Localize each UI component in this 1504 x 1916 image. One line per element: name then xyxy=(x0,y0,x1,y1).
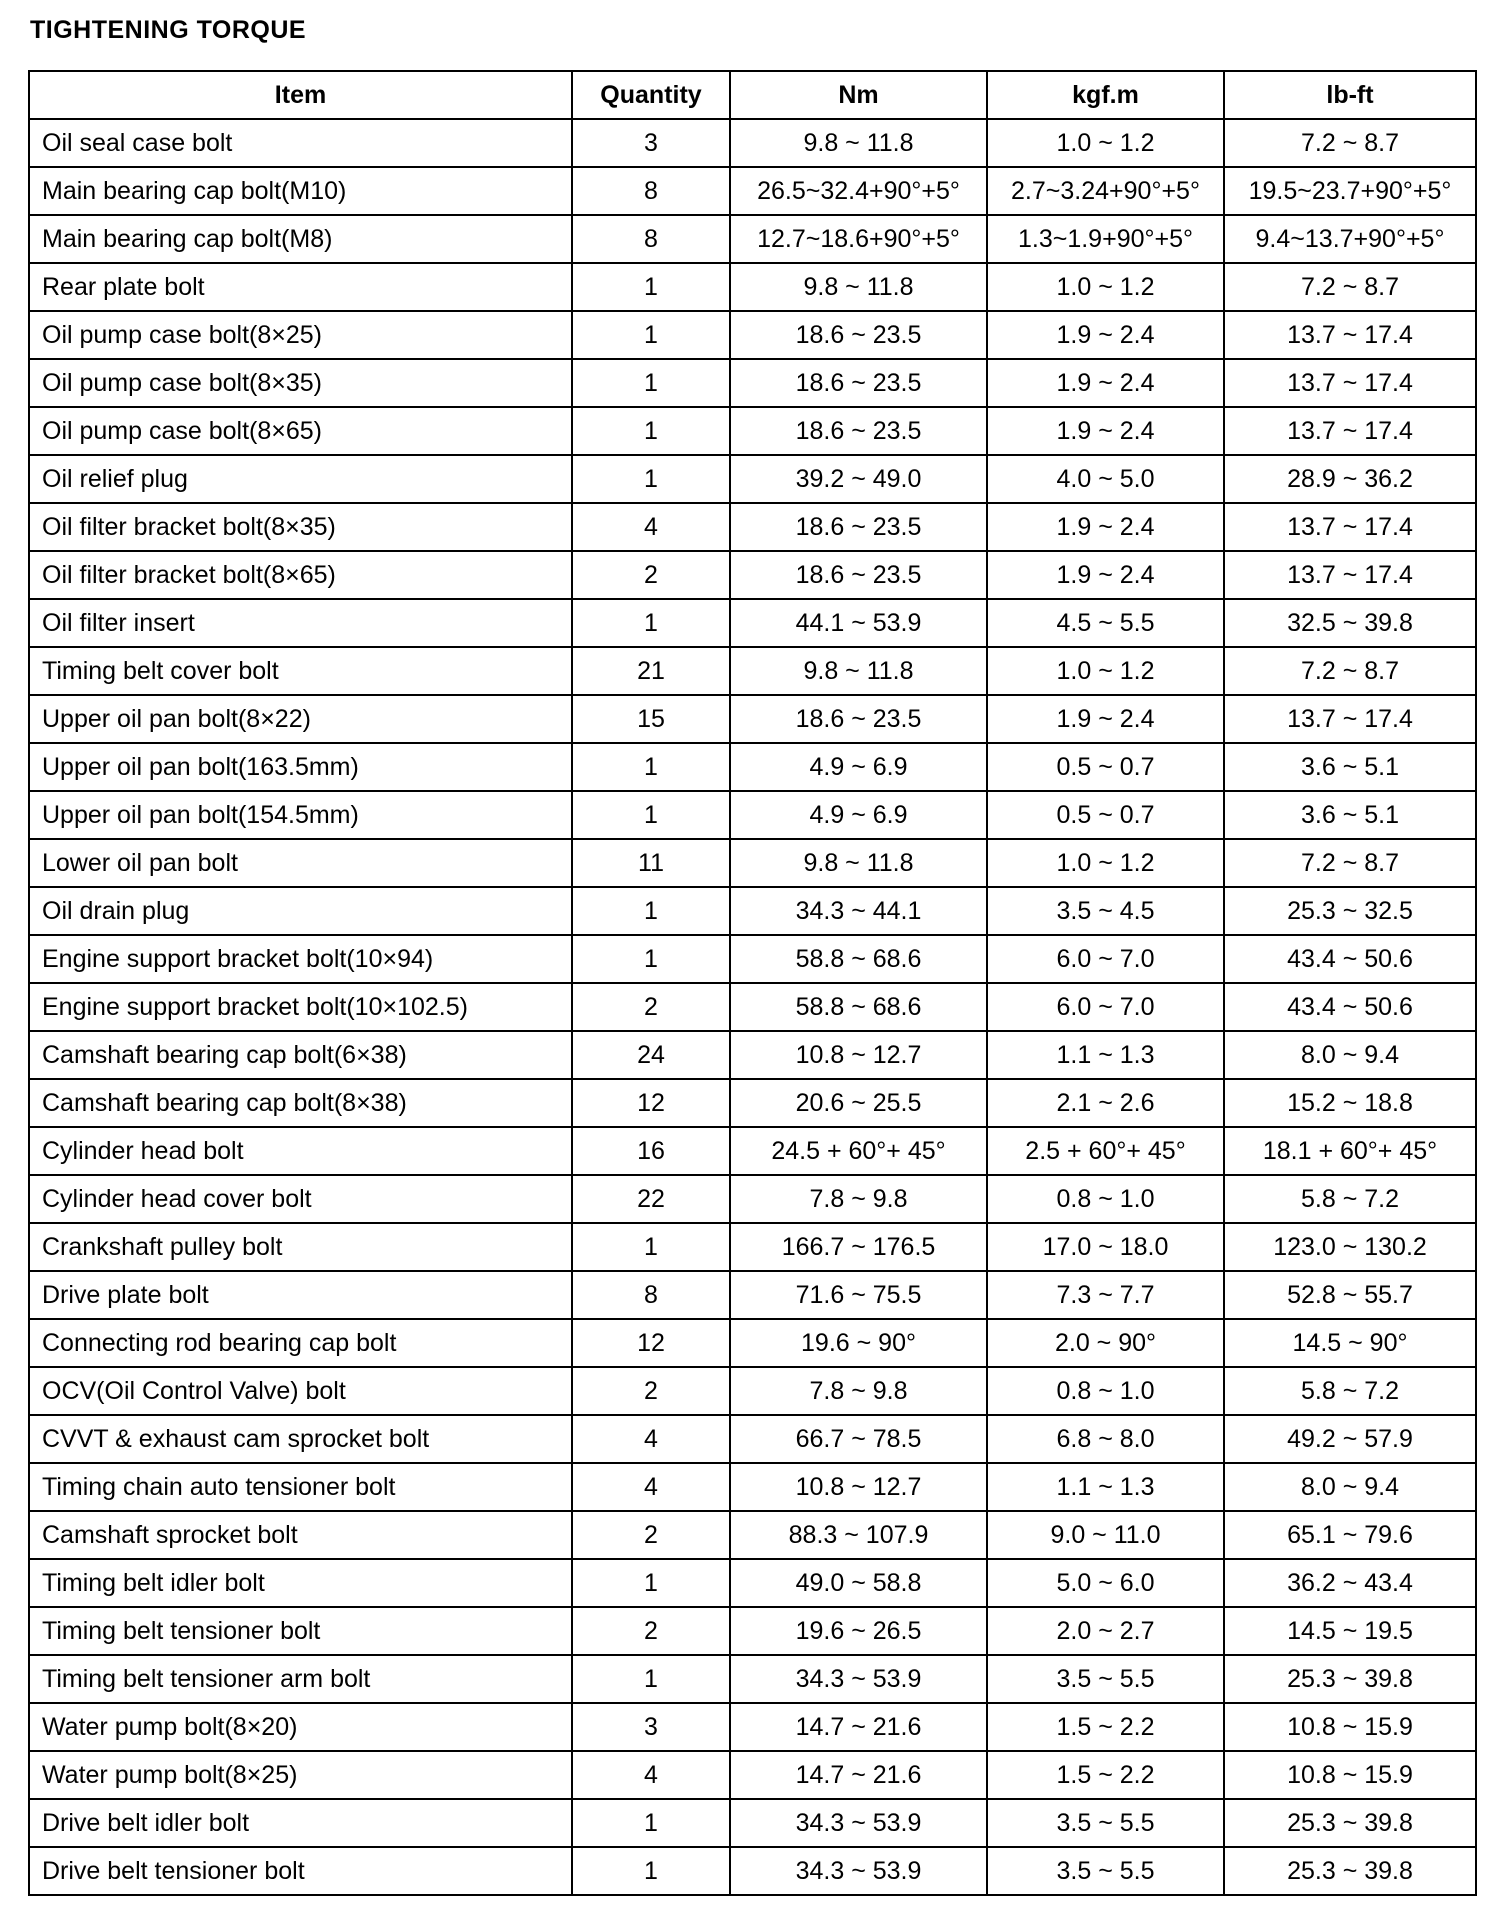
table-row xyxy=(29,791,1476,839)
cell-item: Engine support bracket bolt(10×94) xyxy=(29,935,572,983)
cell-kgfm: 7.3 ~ 7.7 xyxy=(987,1271,1224,1319)
table-row xyxy=(29,407,1476,455)
cell-quantity: 1 xyxy=(572,455,730,503)
cell-lbft: 18.1 + 60°+ 45° xyxy=(1224,1127,1476,1175)
cell-item: Oil pump case bolt(8×35) xyxy=(29,359,572,407)
cell-nm: 34.3 ~ 44.1 xyxy=(730,887,987,935)
cell-lbft: 3.6 ~ 5.1 xyxy=(1224,743,1476,791)
cell-lbft: 19.5~23.7+90°+5° xyxy=(1224,167,1476,215)
cell-lbft: 52.8 ~ 55.7 xyxy=(1224,1271,1476,1319)
cell-item: Camshaft bearing cap bolt(8×38) xyxy=(29,1079,572,1127)
cell-nm: 9.8 ~ 11.8 xyxy=(730,263,987,311)
cell-nm: 9.8 ~ 11.8 xyxy=(730,647,987,695)
cell-lbft: 9.4~13.7+90°+5° xyxy=(1224,215,1476,263)
cell-nm: 34.3 ~ 53.9 xyxy=(730,1799,987,1847)
cell-kgfm: 0.8 ~ 1.0 xyxy=(987,1175,1224,1223)
cell-item: Timing belt tensioner arm bolt xyxy=(29,1655,572,1703)
cell-kgfm: 1.9 ~ 2.4 xyxy=(987,311,1224,359)
cell-quantity: 2 xyxy=(572,1367,730,1415)
cell-quantity: 3 xyxy=(572,1703,730,1751)
table-row xyxy=(29,599,1476,647)
cell-lbft: 13.7 ~ 17.4 xyxy=(1224,695,1476,743)
cell-item: Drive belt tensioner bolt xyxy=(29,1847,572,1895)
cell-kgfm: 1.9 ~ 2.4 xyxy=(987,695,1224,743)
cell-item: Camshaft bearing cap bolt(6×38) xyxy=(29,1031,572,1079)
cell-item: Drive belt idler bolt xyxy=(29,1799,572,1847)
cell-nm: 34.3 ~ 53.9 xyxy=(730,1847,987,1895)
cell-kgfm: 6.0 ~ 7.0 xyxy=(987,983,1224,1031)
cell-quantity: 4 xyxy=(572,1463,730,1511)
cell-item: Oil drain plug xyxy=(29,887,572,935)
table-row xyxy=(29,1607,1476,1655)
table-row xyxy=(29,1223,1476,1271)
cell-kgfm: 0.5 ~ 0.7 xyxy=(987,743,1224,791)
cell-kgfm: 1.1 ~ 1.3 xyxy=(987,1463,1224,1511)
cell-quantity: 1 xyxy=(572,1799,730,1847)
cell-quantity: 1 xyxy=(572,1223,730,1271)
cell-lbft: 25.3 ~ 39.8 xyxy=(1224,1655,1476,1703)
cell-kgfm: 1.5 ~ 2.2 xyxy=(987,1703,1224,1751)
table-row xyxy=(29,1511,1476,1559)
cell-nm: 14.7 ~ 21.6 xyxy=(730,1703,987,1751)
cell-kgfm: 6.8 ~ 8.0 xyxy=(987,1415,1224,1463)
cell-nm: 58.8 ~ 68.6 xyxy=(730,935,987,983)
cell-lbft: 43.4 ~ 50.6 xyxy=(1224,935,1476,983)
table-row xyxy=(29,1655,1476,1703)
cell-item: Oil filter bracket bolt(8×35) xyxy=(29,503,572,551)
table-row xyxy=(29,215,1476,263)
cell-nm: 44.1 ~ 53.9 xyxy=(730,599,987,647)
cell-item: Drive plate bolt xyxy=(29,1271,572,1319)
cell-quantity: 12 xyxy=(572,1319,730,1367)
cell-kgfm: 2.0 ~ 90° xyxy=(987,1319,1224,1367)
cell-lbft: 14.5 ~ 90° xyxy=(1224,1319,1476,1367)
cell-kgfm: 0.8 ~ 1.0 xyxy=(987,1367,1224,1415)
table-row xyxy=(29,743,1476,791)
cell-quantity: 8 xyxy=(572,215,730,263)
cell-item: OCV(Oil Control Valve) bolt xyxy=(29,1367,572,1415)
column-header-kgfm: kgf.m xyxy=(987,71,1224,119)
cell-kgfm: 4.0 ~ 5.0 xyxy=(987,455,1224,503)
table-row xyxy=(29,1799,1476,1847)
table-row xyxy=(29,887,1476,935)
cell-lbft: 8.0 ~ 9.4 xyxy=(1224,1031,1476,1079)
cell-nm: 18.6 ~ 23.5 xyxy=(730,311,987,359)
cell-nm: 10.8 ~ 12.7 xyxy=(730,1031,987,1079)
cell-kgfm: 1.9 ~ 2.4 xyxy=(987,551,1224,599)
cell-kgfm: 1.9 ~ 2.4 xyxy=(987,407,1224,455)
torque-table xyxy=(28,70,1477,1896)
cell-nm: 18.6 ~ 23.5 xyxy=(730,551,987,599)
cell-kgfm: 6.0 ~ 7.0 xyxy=(987,935,1224,983)
cell-lbft: 7.2 ~ 8.7 xyxy=(1224,647,1476,695)
cell-lbft: 10.8 ~ 15.9 xyxy=(1224,1703,1476,1751)
cell-quantity: 1 xyxy=(572,359,730,407)
cell-item: Connecting rod bearing cap bolt xyxy=(29,1319,572,1367)
table-row xyxy=(29,647,1476,695)
cell-kgfm: 0.5 ~ 0.7 xyxy=(987,791,1224,839)
cell-quantity: 1 xyxy=(572,1847,730,1895)
cell-item: Rear plate bolt xyxy=(29,263,572,311)
cell-quantity: 1 xyxy=(572,935,730,983)
cell-quantity: 1 xyxy=(572,791,730,839)
cell-kgfm: 2.1 ~ 2.6 xyxy=(987,1079,1224,1127)
cell-nm: 66.7 ~ 78.5 xyxy=(730,1415,987,1463)
cell-quantity: 16 xyxy=(572,1127,730,1175)
cell-lbft: 8.0 ~ 9.4 xyxy=(1224,1463,1476,1511)
cell-lbft: 5.8 ~ 7.2 xyxy=(1224,1175,1476,1223)
cell-item: Cylinder head bolt xyxy=(29,1127,572,1175)
cell-kgfm: 1.9 ~ 2.4 xyxy=(987,503,1224,551)
cell-item: Timing chain auto tensioner bolt xyxy=(29,1463,572,1511)
cell-lbft: 14.5 ~ 19.5 xyxy=(1224,1607,1476,1655)
cell-item: Timing belt idler bolt xyxy=(29,1559,572,1607)
cell-item: Water pump bolt(8×25) xyxy=(29,1751,572,1799)
cell-nm: 71.6 ~ 75.5 xyxy=(730,1271,987,1319)
table-row xyxy=(29,1367,1476,1415)
cell-kgfm: 9.0 ~ 11.0 xyxy=(987,1511,1224,1559)
cell-quantity: 3 xyxy=(572,119,730,167)
cell-item: Oil filter bracket bolt(8×65) xyxy=(29,551,572,599)
cell-quantity: 24 xyxy=(572,1031,730,1079)
cell-quantity: 2 xyxy=(572,551,730,599)
cell-item: Oil pump case bolt(8×65) xyxy=(29,407,572,455)
cell-item: Oil pump case bolt(8×25) xyxy=(29,311,572,359)
cell-nm: 20.6 ~ 25.5 xyxy=(730,1079,987,1127)
table-row xyxy=(29,503,1476,551)
table-header-row xyxy=(29,71,1476,119)
cell-lbft: 7.2 ~ 8.7 xyxy=(1224,119,1476,167)
table-row xyxy=(29,1751,1476,1799)
table-row xyxy=(29,263,1476,311)
cell-item: Crankshaft pulley bolt xyxy=(29,1223,572,1271)
table-body xyxy=(29,119,1476,1895)
table-row xyxy=(29,359,1476,407)
cell-lbft: 7.2 ~ 8.7 xyxy=(1224,839,1476,887)
cell-quantity: 4 xyxy=(572,503,730,551)
cell-quantity: 1 xyxy=(572,263,730,311)
table-row xyxy=(29,551,1476,599)
cell-item: Cylinder head cover bolt xyxy=(29,1175,572,1223)
cell-nm: 26.5~32.4+90°+5° xyxy=(730,167,987,215)
cell-lbft: 28.9 ~ 36.2 xyxy=(1224,455,1476,503)
cell-lbft: 36.2 ~ 43.4 xyxy=(1224,1559,1476,1607)
cell-quantity: 1 xyxy=(572,743,730,791)
cell-item: Timing belt cover bolt xyxy=(29,647,572,695)
cell-nm: 19.6 ~ 90° xyxy=(730,1319,987,1367)
cell-lbft: 25.3 ~ 39.8 xyxy=(1224,1847,1476,1895)
table-row xyxy=(29,695,1476,743)
cell-nm: 18.6 ~ 23.5 xyxy=(730,359,987,407)
cell-kgfm: 3.5 ~ 5.5 xyxy=(987,1799,1224,1847)
cell-nm: 18.6 ~ 23.5 xyxy=(730,695,987,743)
cell-kgfm: 1.3~1.9+90°+5° xyxy=(987,215,1224,263)
cell-kgfm: 2.0 ~ 2.7 xyxy=(987,1607,1224,1655)
table-row xyxy=(29,1847,1476,1895)
cell-lbft: 32.5 ~ 39.8 xyxy=(1224,599,1476,647)
cell-item: Oil filter insert xyxy=(29,599,572,647)
table-row xyxy=(29,1079,1476,1127)
cell-quantity: 1 xyxy=(572,1559,730,1607)
cell-lbft: 43.4 ~ 50.6 xyxy=(1224,983,1476,1031)
cell-item: Upper oil pan bolt(154.5mm) xyxy=(29,791,572,839)
column-header-nm: Nm xyxy=(730,71,987,119)
cell-lbft: 10.8 ~ 15.9 xyxy=(1224,1751,1476,1799)
table-row xyxy=(29,839,1476,887)
page-title: TIGHTENING TORQUE xyxy=(30,16,307,44)
cell-quantity: 2 xyxy=(572,1607,730,1655)
cell-lbft: 5.8 ~ 7.2 xyxy=(1224,1367,1476,1415)
cell-kgfm: 3.5 ~ 5.5 xyxy=(987,1655,1224,1703)
cell-kgfm: 3.5 ~ 4.5 xyxy=(987,887,1224,935)
cell-quantity: 15 xyxy=(572,695,730,743)
cell-kgfm: 5.0 ~ 6.0 xyxy=(987,1559,1224,1607)
cell-quantity: 4 xyxy=(572,1751,730,1799)
cell-kgfm: 4.5 ~ 5.5 xyxy=(987,599,1224,647)
cell-quantity: 1 xyxy=(572,1655,730,1703)
cell-kgfm: 1.0 ~ 1.2 xyxy=(987,263,1224,311)
cell-nm: 18.6 ~ 23.5 xyxy=(730,503,987,551)
cell-nm: 88.3 ~ 107.9 xyxy=(730,1511,987,1559)
cell-item: Lower oil pan bolt xyxy=(29,839,572,887)
cell-quantity: 1 xyxy=(572,407,730,455)
table-row xyxy=(29,1463,1476,1511)
cell-nm: 166.7 ~ 176.5 xyxy=(730,1223,987,1271)
cell-item: Camshaft sprocket bolt xyxy=(29,1511,572,1559)
column-header-lbft: lb-ft xyxy=(1224,71,1476,119)
column-header-quantity: Quantity xyxy=(572,71,730,119)
cell-quantity: 8 xyxy=(572,167,730,215)
cell-lbft: 65.1 ~ 79.6 xyxy=(1224,1511,1476,1559)
cell-nm: 18.6 ~ 23.5 xyxy=(730,407,987,455)
cell-item: Upper oil pan bolt(8×22) xyxy=(29,695,572,743)
cell-lbft: 25.3 ~ 32.5 xyxy=(1224,887,1476,935)
cell-nm: 10.8 ~ 12.7 xyxy=(730,1463,987,1511)
cell-item: Engine support bracket bolt(10×102.5) xyxy=(29,983,572,1031)
cell-quantity: 1 xyxy=(572,599,730,647)
cell-lbft: 3.6 ~ 5.1 xyxy=(1224,791,1476,839)
table-row xyxy=(29,1271,1476,1319)
cell-kgfm: 2.7~3.24+90°+5° xyxy=(987,167,1224,215)
cell-item: Main bearing cap bolt(M8) xyxy=(29,215,572,263)
cell-kgfm: 2.5 + 60°+ 45° xyxy=(987,1127,1224,1175)
cell-quantity: 4 xyxy=(572,1415,730,1463)
table-row xyxy=(29,935,1476,983)
cell-lbft: 13.7 ~ 17.4 xyxy=(1224,503,1476,551)
cell-item: Upper oil pan bolt(163.5mm) xyxy=(29,743,572,791)
cell-lbft: 15.2 ~ 18.8 xyxy=(1224,1079,1476,1127)
cell-item: Main bearing cap bolt(M10) xyxy=(29,167,572,215)
cell-kgfm: 1.9 ~ 2.4 xyxy=(987,359,1224,407)
table-row xyxy=(29,311,1476,359)
cell-quantity: 1 xyxy=(572,887,730,935)
table-row xyxy=(29,1175,1476,1223)
table-row xyxy=(29,1703,1476,1751)
table-row xyxy=(29,1031,1476,1079)
cell-lbft: 13.7 ~ 17.4 xyxy=(1224,407,1476,455)
cell-nm: 4.9 ~ 6.9 xyxy=(730,791,987,839)
cell-nm: 24.5 + 60°+ 45° xyxy=(730,1127,987,1175)
cell-nm: 4.9 ~ 6.9 xyxy=(730,743,987,791)
cell-kgfm: 1.0 ~ 1.2 xyxy=(987,839,1224,887)
cell-quantity: 22 xyxy=(572,1175,730,1223)
cell-lbft: 7.2 ~ 8.7 xyxy=(1224,263,1476,311)
cell-quantity: 8 xyxy=(572,1271,730,1319)
cell-kgfm: 3.5 ~ 5.5 xyxy=(987,1847,1224,1895)
cell-nm: 9.8 ~ 11.8 xyxy=(730,119,987,167)
cell-kgfm: 17.0 ~ 18.0 xyxy=(987,1223,1224,1271)
cell-lbft: 13.7 ~ 17.4 xyxy=(1224,311,1476,359)
cell-kgfm: 1.1 ~ 1.3 xyxy=(987,1031,1224,1079)
cell-nm: 9.8 ~ 11.8 xyxy=(730,839,987,887)
cell-lbft: 123.0 ~ 130.2 xyxy=(1224,1223,1476,1271)
cell-item: CVVT & exhaust cam sprocket bolt xyxy=(29,1415,572,1463)
cell-lbft: 25.3 ~ 39.8 xyxy=(1224,1799,1476,1847)
cell-nm: 49.0 ~ 58.8 xyxy=(730,1559,987,1607)
table-row xyxy=(29,119,1476,167)
cell-nm: 34.3 ~ 53.9 xyxy=(730,1655,987,1703)
table-row xyxy=(29,167,1476,215)
cell-quantity: 11 xyxy=(572,839,730,887)
cell-nm: 19.6 ~ 26.5 xyxy=(730,1607,987,1655)
cell-nm: 7.8 ~ 9.8 xyxy=(730,1175,987,1223)
cell-lbft: 13.7 ~ 17.4 xyxy=(1224,551,1476,599)
column-header-item: Item xyxy=(29,71,572,119)
table-row xyxy=(29,1415,1476,1463)
cell-quantity: 2 xyxy=(572,1511,730,1559)
table-row xyxy=(29,1127,1476,1175)
cell-kgfm: 1.0 ~ 1.2 xyxy=(987,119,1224,167)
cell-quantity: 12 xyxy=(572,1079,730,1127)
table-row xyxy=(29,1559,1476,1607)
cell-nm: 14.7 ~ 21.6 xyxy=(730,1751,987,1799)
cell-lbft: 49.2 ~ 57.9 xyxy=(1224,1415,1476,1463)
cell-quantity: 1 xyxy=(572,311,730,359)
cell-item: Timing belt tensioner bolt xyxy=(29,1607,572,1655)
cell-quantity: 21 xyxy=(572,647,730,695)
cell-item: Water pump bolt(8×20) xyxy=(29,1703,572,1751)
cell-nm: 39.2 ~ 49.0 xyxy=(730,455,987,503)
table-row xyxy=(29,983,1476,1031)
table-row xyxy=(29,455,1476,503)
cell-lbft: 13.7 ~ 17.4 xyxy=(1224,359,1476,407)
cell-nm: 12.7~18.6+90°+5° xyxy=(730,215,987,263)
cell-item: Oil relief plug xyxy=(29,455,572,503)
cell-quantity: 2 xyxy=(572,983,730,1031)
cell-kgfm: 1.5 ~ 2.2 xyxy=(987,1751,1224,1799)
table-row xyxy=(29,1319,1476,1367)
cell-nm: 7.8 ~ 9.8 xyxy=(730,1367,987,1415)
cell-nm: 58.8 ~ 68.6 xyxy=(730,983,987,1031)
cell-kgfm: 1.0 ~ 1.2 xyxy=(987,647,1224,695)
cell-item: Oil seal case bolt xyxy=(29,119,572,167)
